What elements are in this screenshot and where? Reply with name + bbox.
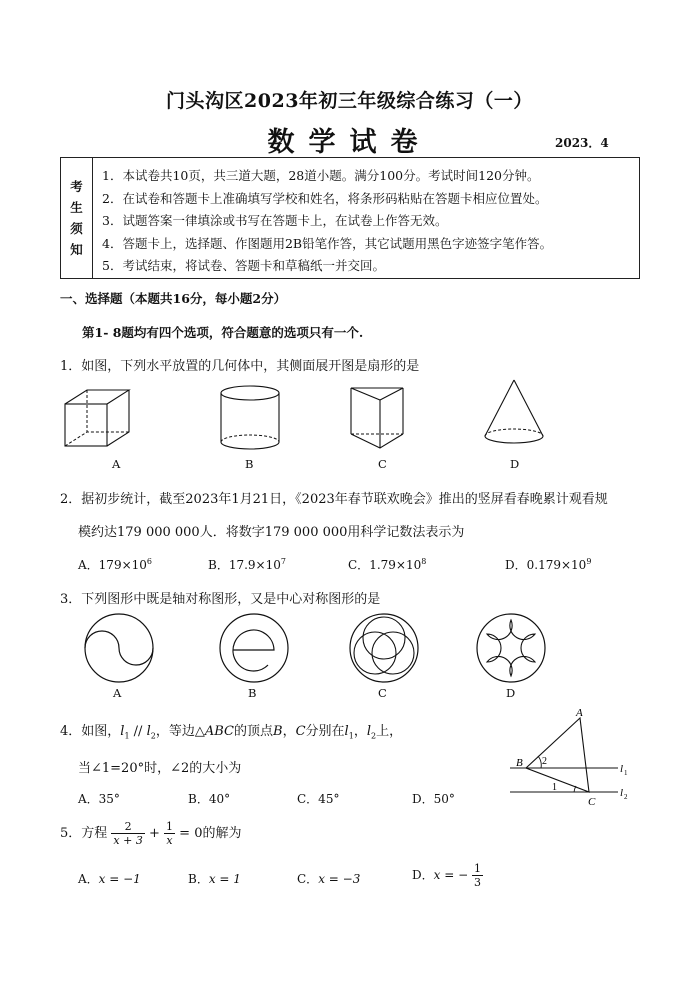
notice-item: 5．考试结束，将试卷、答题卡和草稿纸一并交回。 bbox=[102, 258, 385, 273]
notice-heading-char: 须 bbox=[70, 221, 83, 236]
notice-box bbox=[60, 157, 640, 279]
option-value: x = −1 bbox=[98, 872, 141, 886]
option-value: 179×10 bbox=[98, 558, 147, 572]
q4-comma: ， bbox=[353, 724, 367, 739]
option-exponent: 7 bbox=[280, 557, 286, 566]
q3-figure-b bbox=[218, 612, 290, 684]
option-value: x = − bbox=[433, 868, 469, 882]
q5-plus: + bbox=[148, 826, 160, 841]
q4-fig-line-l1: l bbox=[620, 763, 624, 775]
q4-l2-sub: 2 bbox=[150, 731, 156, 741]
q5-option-d-fraction bbox=[472, 862, 483, 889]
q5-fraction-2 bbox=[164, 820, 175, 847]
q4-stem-line2: 当∠1=20°时，∠2的大小为 bbox=[78, 761, 242, 776]
q4-vertex-c: C bbox=[295, 724, 306, 739]
option-prefix: A． bbox=[78, 872, 99, 886]
q2-stem-line1: 2．据初步统计，截至2023年1月21日，《2023年春节联欢晚会》推出的竖屏看春晚累计观看规 bbox=[60, 492, 608, 507]
q2-option-d bbox=[505, 556, 591, 573]
section-note: 第1- 8题均有四个选项，符合题意的选项只有一个. bbox=[82, 325, 364, 340]
option-prefix: C． bbox=[348, 558, 370, 572]
q2-stem-line2: 模约达179 000 000人．将数字179 000 000用科学记数法表示为 bbox=[78, 525, 465, 540]
q1-label-c: C bbox=[378, 457, 387, 471]
q4-fig-label-c: C bbox=[588, 796, 596, 808]
option-value: 0.179×10 bbox=[526, 558, 587, 572]
option-prefix: B． bbox=[208, 558, 229, 572]
q2-option-b bbox=[208, 556, 286, 573]
q3-figure-c bbox=[348, 612, 420, 684]
q5-option-b bbox=[188, 870, 241, 887]
q1-cube-figure bbox=[60, 388, 150, 453]
q3-label-a: A bbox=[113, 686, 122, 700]
q4-fig-angle-1: 1 bbox=[552, 782, 557, 793]
q4-l2: l bbox=[146, 724, 151, 739]
q1-prism-figure bbox=[348, 384, 418, 456]
option-exponent: 9 bbox=[586, 557, 592, 566]
q4-fig-label-b: B bbox=[516, 757, 523, 769]
option-value: x = −3 bbox=[318, 872, 361, 886]
q3-stem: 3．下列图形中既是轴对称图形，又是中心对称图形的是 bbox=[60, 592, 381, 607]
q4-fig-line-l2: l bbox=[620, 787, 624, 799]
q1-label-b: B bbox=[245, 457, 254, 471]
q4-vertex-b: B bbox=[273, 724, 283, 739]
notice-heading bbox=[61, 158, 93, 278]
q4-l2: l bbox=[366, 724, 371, 739]
q4-l1: l bbox=[344, 724, 349, 739]
notice-items bbox=[93, 158, 639, 278]
exam-title: 门头沟区2023年初三年级综合练习（一） bbox=[166, 90, 533, 112]
option-value: x = 1 bbox=[208, 872, 241, 886]
notice-heading-char: 知 bbox=[70, 242, 83, 257]
q3-label-b: B bbox=[248, 686, 257, 700]
q4-l1: l bbox=[120, 724, 125, 739]
option-prefix: D． bbox=[412, 868, 434, 882]
q4-text: 上， bbox=[376, 724, 403, 739]
q4-fig-line-l2-sub: 2 bbox=[624, 793, 628, 801]
option-prefix: B． bbox=[188, 872, 209, 886]
option-value: 1.79×10 bbox=[369, 558, 422, 572]
q3-figure-a bbox=[83, 612, 155, 684]
notice-item: 3．试题答案一律填涂或书写在答题卡上，在试卷上作答无效。 bbox=[102, 213, 448, 228]
q3-label-d: D bbox=[506, 686, 516, 700]
q4-fig-label-a: A bbox=[576, 707, 583, 719]
q4-parallel: // bbox=[129, 724, 147, 739]
fraction-numerator: 1 bbox=[166, 820, 174, 833]
option-prefix: A． bbox=[78, 558, 99, 572]
q4-l1-sub: 1 bbox=[124, 731, 130, 741]
fraction-denominator: x + 3 bbox=[113, 834, 143, 847]
q1-label-d: D bbox=[510, 457, 520, 471]
notice-heading-char: 生 bbox=[70, 200, 83, 215]
q4-text: 的顶点 bbox=[233, 724, 273, 739]
option-prefix: D． bbox=[505, 558, 527, 572]
q5-text: 5．方程 bbox=[60, 826, 108, 841]
q5-text: = 0的解为 bbox=[179, 826, 242, 841]
q1-cylinder-figure bbox=[218, 384, 288, 454]
fraction-numerator: 1 bbox=[473, 862, 481, 875]
notice-item: 4．答题卡上，选择题、作图题用2B铅笔作答，其它试题用黑色字迹签字笔作答。 bbox=[102, 235, 553, 251]
q4-fig-angle-2: 2 bbox=[542, 756, 547, 767]
q4-option-a: A．35° bbox=[78, 792, 120, 806]
q4-text: ，等边△ bbox=[155, 724, 205, 739]
q4-comma: ， bbox=[282, 724, 296, 739]
q5-stem bbox=[60, 820, 241, 847]
q1-stem: 1．如图，下列水平放置的几何体中，其侧面展开图是扇形的是 bbox=[60, 359, 420, 374]
fraction-denominator: x bbox=[166, 834, 173, 847]
q1-cone-figure bbox=[478, 378, 558, 450]
q4-l2-sub: 2 bbox=[371, 731, 377, 741]
option-exponent: 8 bbox=[421, 557, 427, 566]
q1-label-a: A bbox=[112, 457, 121, 471]
q4-option-b: B．40° bbox=[188, 792, 231, 806]
q2-option-a bbox=[78, 556, 152, 573]
q4-text: 分别在 bbox=[305, 724, 345, 739]
option-exponent: 6 bbox=[146, 557, 152, 566]
notice-item: 1．本试卷共10页，共三道大题，28道小题。满分100分。考试时间120分钟。 bbox=[102, 168, 540, 183]
notice-heading-char: 考 bbox=[70, 179, 83, 194]
q5-fraction-1 bbox=[111, 820, 144, 847]
q4-option-c: C．45° bbox=[297, 792, 340, 806]
exam-date: 2023．4 bbox=[555, 136, 609, 150]
q4-stem-line1 bbox=[60, 720, 402, 741]
q4-fig-line-l1-sub: 1 bbox=[624, 769, 628, 777]
q5-option-c bbox=[297, 870, 360, 887]
q2-option-c bbox=[348, 556, 426, 573]
notice-item: 2．在试卷和答题卡上准确填写学校和姓名，将条形码粘贴在答题卡相应位置处。 bbox=[102, 190, 548, 206]
q4-abc: ABC bbox=[204, 724, 234, 739]
fraction-numerator: 2 bbox=[111, 820, 144, 834]
q4-option-d: D．50° bbox=[412, 792, 455, 806]
q3-figure-d bbox=[475, 612, 547, 684]
q4-l1-sub: 1 bbox=[348, 731, 354, 741]
q5-option-d bbox=[412, 862, 483, 889]
section-heading: 一、选择题（本题共16分，每小题2分） bbox=[60, 291, 287, 306]
option-value: 17.9×10 bbox=[228, 558, 281, 572]
q5-option-a bbox=[78, 870, 141, 887]
q4-triangle-figure bbox=[500, 706, 640, 810]
fraction-denominator: 3 bbox=[473, 876, 481, 889]
q3-label-c: C bbox=[378, 686, 387, 700]
exam-subtitle: 数学试卷 bbox=[267, 127, 432, 158]
q4-text: 4．如图， bbox=[60, 724, 121, 739]
option-prefix: C． bbox=[297, 872, 319, 886]
